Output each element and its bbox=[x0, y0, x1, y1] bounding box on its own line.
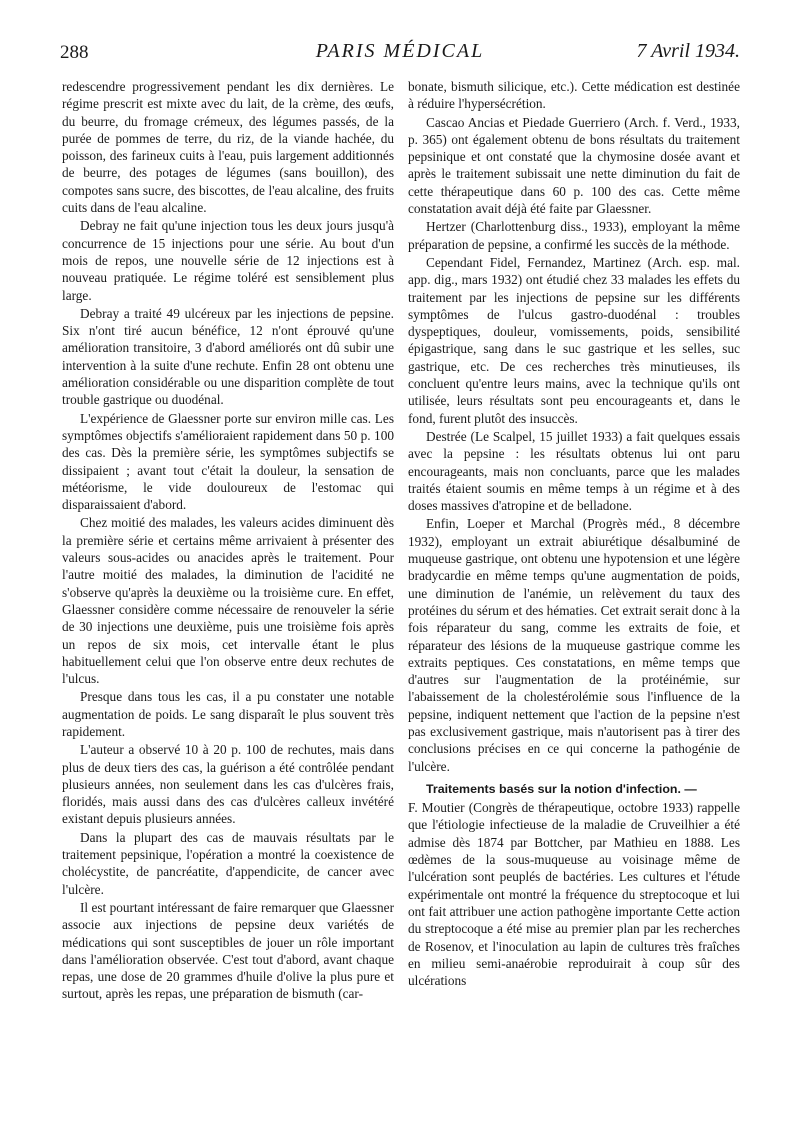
page-header bbox=[60, 38, 740, 78]
paragraph: L'expérience de Glaessner porte sur environ mille cas. Les symptômes objectifs s'amélioraient rapidement dans 50 p. 100 des cas. Dès la première série, les symptômes subjectifs se dissipaient ; avant tout c'était la douleur, la sensation de météorisme, le vide douloureux de l'estomac qui disparaissaient d'abord. bbox=[62, 410, 394, 513]
paragraph: Cascao Ancias et Piedade Guerriero (Arch. f. Verd., 1933, p. 365) ont également obtenu de bons résultats du traitement pepsinique et ont constaté que la chymosine dosée avant et après le traitement subissait une nette diminution du fait de cette thérapeutique dans 60 p. 100 des cas. Cette même constatation avait déjà été faite par Glaessner. bbox=[408, 114, 740, 217]
paragraph: Destrée (Le Scalpel, 15 juillet 1933) a fait quelques essais avec la pepsine : les résultats obtenus lui ont paru encourageants, mais non concluants, parce que les malades traités étaient soumis en même temps à un régime et à des doses massives d'atropine et de belladone. bbox=[408, 428, 740, 514]
paragraph: Debray ne fait qu'une injection tous les deux jours jusqu'à concurrence de 15 injections pour une série. Au bout d'un mois de repos, une nouvelle série de 12 injections est à nouveau pratiquée. Le régime toléré est sensiblement plus large. bbox=[62, 218, 394, 303]
paragraph: Il est pourtant intéressant de faire remarquer que Glaessner associe aux injections de pepsine deux variétés de médications qui sont susceptibles de jouer un rôle important dans l'amélioration observée. C'est tout d'abord, avant chaque repas, une dose de 20 grammes d'huile d'olive la plus pure et surtout, après les repas, une préparation de bismuth (car- bbox=[62, 899, 394, 1002]
paragraph: Presque dans tous les cas, il a pu constater une notable augmentation de poids. Le sang disparaît le plus souvent très rapidement. bbox=[62, 689, 394, 739]
paragraph: Cependant Fidel, Fernandez, Martinez (Arch. esp. mal. app. dig., mars 1932) ont étudié chez 33 malades les effets du traitement par les injections de pepsine sur les différents symptômes de l'ulcus gastro-duodénal : troubles dyspeptiques, douleur, vomissements, poids, sensibilité épigastrique, sang dans le suc gastrique et les selles, suc gastrique, etc. De ces recherches très minutieuses, ils concluent qu'entre leurs mains, avec la technique qu'ils ont utilisée, leurs résultats sont peu encourageants et, dans le fond, furent plutôt des insuccès. bbox=[408, 254, 740, 426]
paragraph: Debray a traité 49 ulcéreux par les injections de pepsine. Six n'ont tiré aucun bénéfice, 12 n'ont éprouvé qu'une amélioration transitoire, 3 d'abord améliorés ont dû subir une intervention à la suite d'une rechute. Enfin 28 ont obtenu une amélioration considérable ou une disparition complète de tout trouble gastrique ou duodénal. bbox=[62, 305, 394, 408]
paragraph: L'auteur a observé 10 à 20 p. 100 de rechutes, mais dans plus de deux tiers des cas, la guérison a été contrôlée pendant plusieurs années, non seulement dans les cas d'ulcères frais, floridés, mais aussi dans des cas d'ulcères calleux invétéré existant depuis plusieurs années. bbox=[62, 742, 394, 827]
paragraph: Enfin, Loeper et Marchal (Progrès méd., 8 décembre 1932), employant un extrait abiurétique désalbuminé de muqueuse gastrique, ont obtenu une hypotension et une légère bradycardie en même temps qu'une augmentation de poids, une diminution de l'anémie, un relèvement du taux des protéines du sérum et des hématies. Cet extrait serait donc à la fois réparateur du sang, comme les extraits de foie, et réparateur des lésions de la muqueuse gastrique comme les extraits peptiques. Ces constatations, en même temps que d'autres sur l'augmentation de la protéinémie, sur l'abaissement de la cholestérolémie sous l'influence de la pepsine, indiquent nettement que l'action de la pepsine n'est pas exclusivement gastrique, mais n'autorisent pas à tirer des conclusions précises en ce qui concerne la pathogénie de l'ulcère. bbox=[408, 516, 740, 774]
paragraph: redescendre progressivement pendant les dix dernières. Le régime prescrit est mixte avec du lait, de la crème, des œufs, du beurre, du fromage crémeux, des légumes passés, de la purée de pommes de terre, du riz, de la viande hachée, du poisson, des farineux cuits à l'eau, puis largement additionnés de beurre, des potages de légumes (sans bouillon), des compotes sans sucre, des biscottes, de l'eau alcaline, des fruits cuits dans de l'eau alcaline. bbox=[62, 79, 394, 216]
left-column bbox=[62, 78, 394, 1003]
paragraph: Dans la plupart des cas de mauvais résultats par le traitement pepsinique, l'opération a montré la coexistence de cholécystite, de pancréatite, d'appendicite, de cancer avec l'ulcère. bbox=[62, 829, 394, 897]
paragraph: Hertzer (Charlottenburg diss., 1933), employant la même préparation de pepsine, a confirmé les succès de la méthode. bbox=[408, 219, 740, 252]
page-number: 288 bbox=[60, 42, 89, 63]
paragraph: Chez moitié des malades, les valeurs acides diminuent dès la première série et certains même arrivaient à présenter des valeurs sous-acides ou anacides après le traitement. Pour l'autre moitié des malades, la diminution de l'acidité ne s'observe qu'après la deuxième ou la troisième cure. En effet, Glaessner considère comme nécessaire de renouveler la série de 30 injections une deuxième, puis une troisième fois après un repos de six mois, cet intervalle étant le plus habituellement celui que l'on observe entre deux rechutes de l'ulcus. bbox=[62, 515, 394, 687]
journal-title: PARIS MÉDICAL bbox=[315, 40, 485, 62]
right-column bbox=[408, 78, 740, 989]
paragraph: F. Moutier (Congrès de thérapeutique, octobre 1933) rappelle que l'étiologie infectieuse de la maladie de Cruveilhier a été admise dès 1874 par Bottcher, par Mathieu en 1888. Les œdèmes de la sous-muqueuse au voisinage même de l'ulcération sont peuplés de bactéries. Les cultures et l'étude expérimentale ont montré la fréquence du streptocoque et lui ont fait attribuer une action pathogène importante Cette action du streptocoque a été mise au premier plan par les recherches de Rosenov, et l'inoculation au lapin de cultures très fraîches en milieu semi-anaérobie reproduirait à coup sûr des ulcérations bbox=[408, 800, 740, 989]
section-heading-paragraph bbox=[408, 780, 740, 798]
section-heading: Traitements basés sur la notion d'infection. — bbox=[426, 781, 697, 796]
issue-date: 7 Avril 1934. bbox=[636, 40, 740, 62]
paragraph: bonate, bismuth silicique, etc.). Cette médication est destinée à réduire l'hypersécrétion. bbox=[408, 79, 740, 112]
